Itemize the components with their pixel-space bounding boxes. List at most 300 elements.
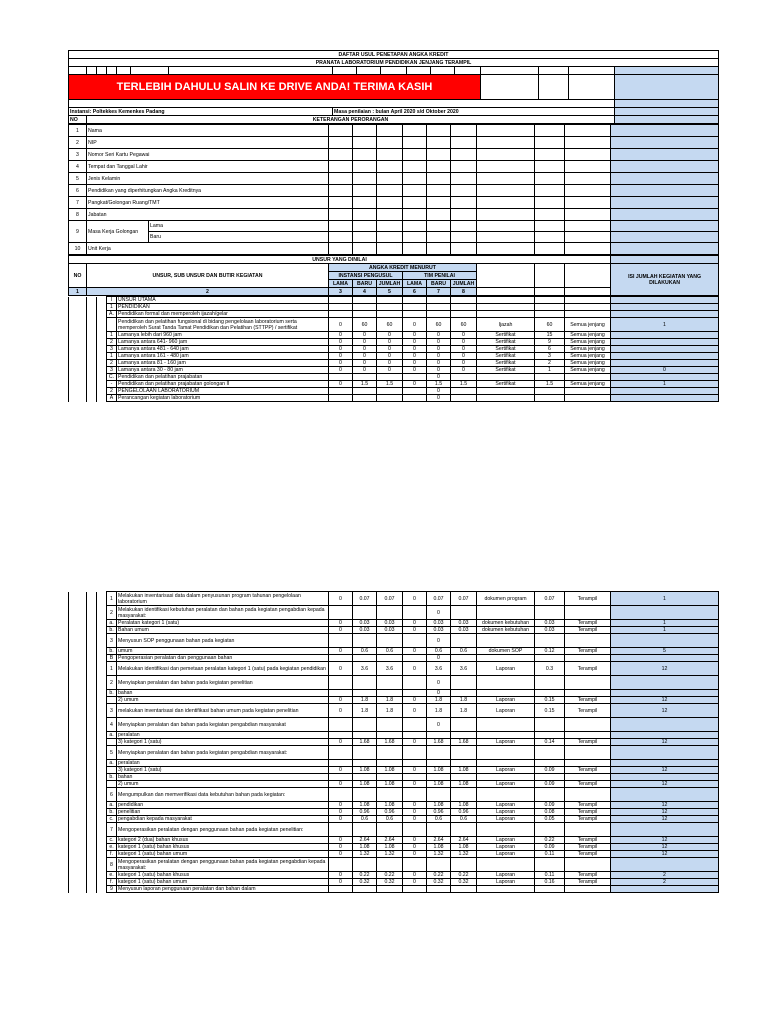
credit-value: 0 bbox=[427, 676, 451, 690]
jenjang bbox=[565, 388, 611, 395]
field-value bbox=[427, 197, 451, 209]
field-value bbox=[403, 221, 427, 232]
credit-value: 0.22 bbox=[451, 872, 477, 879]
credit-value: 0 bbox=[403, 353, 427, 360]
field-value bbox=[427, 137, 451, 149]
credit-value: 0.03 bbox=[377, 620, 403, 627]
item-text: kategori 1 (satu) bahan umum bbox=[117, 879, 329, 886]
col-jumlah-1: JUMLAH bbox=[377, 280, 403, 288]
isi-jumlah: 12 bbox=[611, 816, 719, 823]
unsur-row bbox=[69, 872, 719, 879]
credit-value: 0 bbox=[329, 697, 353, 704]
credit-value: 0 bbox=[403, 318, 427, 332]
credit-value: 3.6 bbox=[427, 662, 451, 676]
credit-value bbox=[451, 606, 477, 620]
field-value bbox=[565, 232, 611, 243]
bukti-fisik: Laporan bbox=[477, 844, 535, 851]
jenjang bbox=[565, 858, 611, 872]
isi-jumlah bbox=[611, 346, 719, 353]
unsur-row bbox=[69, 648, 719, 655]
credit-value: 0 bbox=[329, 872, 353, 879]
unsur-row bbox=[69, 823, 719, 837]
keterangan-row bbox=[69, 243, 719, 255]
credit-value: 0.6 bbox=[377, 816, 403, 823]
field-label: Jabatan bbox=[87, 209, 329, 221]
credit-value bbox=[403, 634, 427, 648]
credit-value bbox=[377, 858, 403, 872]
nilai-butir: 15 bbox=[535, 332, 565, 339]
field-value bbox=[353, 232, 377, 243]
credit-value bbox=[353, 395, 377, 402]
credit-value: 0 bbox=[403, 802, 427, 809]
isi-cell bbox=[611, 161, 719, 173]
credit-value: 1.5 bbox=[353, 381, 377, 388]
field-value bbox=[329, 243, 353, 255]
jenjang: Terampil bbox=[565, 662, 611, 676]
unsur-row bbox=[69, 690, 719, 697]
field-value bbox=[477, 243, 535, 255]
bukti-fisik bbox=[477, 395, 535, 402]
jenjang: Terampil bbox=[565, 627, 611, 634]
field-value bbox=[353, 173, 377, 185]
credit-value: 0 bbox=[451, 360, 477, 367]
credit-value bbox=[353, 297, 377, 304]
credit-value: 1.8 bbox=[353, 697, 377, 704]
unsur-row bbox=[69, 879, 719, 886]
credit-value bbox=[329, 823, 353, 837]
unsur-row bbox=[69, 704, 719, 718]
field-value bbox=[451, 209, 477, 221]
bukti-fisik bbox=[477, 746, 535, 760]
nilai-butir: 0.09 bbox=[535, 802, 565, 809]
bukti-fisik: Sertifikat bbox=[477, 339, 535, 346]
item-number: 2 bbox=[107, 388, 117, 395]
keterangan-row bbox=[69, 173, 719, 185]
item-text: PENDIDIKAN bbox=[117, 304, 329, 311]
item-number: a. bbox=[107, 802, 117, 809]
credit-value: 0 bbox=[377, 332, 403, 339]
field-label: Tempat dan Tanggal Lahir bbox=[87, 161, 329, 173]
credit-value bbox=[353, 388, 377, 395]
credit-value: 0 bbox=[451, 332, 477, 339]
row-number: 7 bbox=[69, 197, 87, 209]
field-value bbox=[565, 221, 611, 232]
bukti-fisik bbox=[477, 690, 535, 697]
keterangan-row bbox=[69, 137, 719, 149]
credit-value: 1.5 bbox=[377, 381, 403, 388]
row-number: 1 bbox=[69, 125, 87, 137]
credit-value bbox=[353, 858, 377, 872]
credit-value bbox=[377, 732, 403, 739]
isi-jumlah: 12 bbox=[611, 739, 719, 746]
row-number: 3 bbox=[69, 149, 87, 161]
credit-value: 0 bbox=[427, 388, 451, 395]
credit-value: 1.08 bbox=[451, 767, 477, 774]
item-text: pengabdian kepada masyarakat bbox=[117, 816, 329, 823]
isi-jumlah bbox=[611, 760, 719, 767]
jenjang: Semua jenjang bbox=[565, 332, 611, 339]
item-number: I bbox=[107, 297, 117, 304]
credit-value bbox=[403, 655, 427, 662]
isi-jumlah bbox=[611, 690, 719, 697]
item-number: b. bbox=[107, 774, 117, 781]
nilai-butir: 9 bbox=[535, 339, 565, 346]
unsur-row bbox=[69, 662, 719, 676]
credit-value bbox=[403, 774, 427, 781]
jenjang: Semua jenjang bbox=[565, 318, 611, 332]
credit-value bbox=[353, 606, 377, 620]
credit-value: 0 bbox=[329, 339, 353, 346]
isi-jumlah: 12 bbox=[611, 704, 719, 718]
credit-value: 0 bbox=[403, 346, 427, 353]
item-text: Menyusun laporan penggunaan peralatan dan bahan dalam bbox=[117, 886, 329, 893]
credit-value: 60 bbox=[427, 318, 451, 332]
bukti-fisik bbox=[477, 886, 535, 893]
credit-value: 0.32 bbox=[427, 879, 451, 886]
field-value bbox=[427, 232, 451, 243]
credit-value: 0.22 bbox=[353, 872, 377, 879]
item-number: 1 bbox=[107, 592, 117, 606]
credit-value: 0 bbox=[377, 353, 403, 360]
credit-value: 1.08 bbox=[427, 844, 451, 851]
credit-value: 0 bbox=[329, 704, 353, 718]
field-value bbox=[403, 185, 427, 197]
item-number: a. bbox=[107, 620, 117, 627]
credit-value: 1.08 bbox=[451, 844, 477, 851]
field-value bbox=[377, 243, 403, 255]
unsur-row bbox=[69, 388, 719, 395]
item-number: A bbox=[107, 395, 117, 402]
isi-jumlah: 1 bbox=[611, 318, 719, 332]
field-value bbox=[353, 243, 377, 255]
field-sublabel: Lama bbox=[149, 221, 329, 232]
nilai-butir: 1.5 bbox=[535, 381, 565, 388]
credit-value: 0 bbox=[329, 648, 353, 655]
credit-value: 1.08 bbox=[427, 781, 451, 788]
item-text: bahan bbox=[117, 774, 329, 781]
nilai-butir: 2 bbox=[535, 360, 565, 367]
isi-jumlah: 1 bbox=[611, 592, 719, 606]
field-value bbox=[403, 149, 427, 161]
bukti-fisik: dokumen program bbox=[477, 592, 535, 606]
credit-value: 0 bbox=[329, 781, 353, 788]
item-text: Bahan umum bbox=[117, 627, 329, 634]
col-num-4: 4 bbox=[353, 288, 377, 296]
item-text: Menyiapkan peralatan dan bahan pada kegiatan penelitian bbox=[117, 676, 329, 690]
bukti-fisik bbox=[477, 374, 535, 381]
credit-value bbox=[353, 732, 377, 739]
field-value bbox=[451, 243, 477, 255]
credit-value bbox=[403, 690, 427, 697]
credit-value bbox=[451, 732, 477, 739]
credit-value bbox=[451, 774, 477, 781]
nilai-butir bbox=[535, 388, 565, 395]
unsur-header-table bbox=[68, 255, 719, 296]
field-value bbox=[329, 197, 353, 209]
doc-subtitle: PRANATA LABORATORIUM PENDIDIKAN JENJANG TERAMPIL bbox=[69, 59, 719, 67]
credit-value bbox=[353, 746, 377, 760]
unsur-row bbox=[69, 676, 719, 690]
credit-value bbox=[451, 374, 477, 381]
credit-value: 60 bbox=[353, 318, 377, 332]
isi-jumlah bbox=[611, 360, 719, 367]
credit-value: 0 bbox=[403, 662, 427, 676]
isi-jumlah: 12 bbox=[611, 844, 719, 851]
bukti-fisik: Sertifikat bbox=[477, 381, 535, 388]
field-value bbox=[403, 161, 427, 173]
nilai-butir: 0.07 bbox=[535, 592, 565, 606]
field-value bbox=[427, 185, 451, 197]
bukti-fisik: Laporan bbox=[477, 662, 535, 676]
keterangan-row bbox=[69, 125, 719, 137]
field-value bbox=[451, 125, 477, 137]
field-value bbox=[451, 161, 477, 173]
item-text: Menyiapkan peralatan dan bahan pada kegiatan pengabdian masyarakat: bbox=[117, 746, 329, 760]
credit-value: 0 bbox=[427, 634, 451, 648]
item-number bbox=[107, 697, 117, 704]
col-jumlah-2: JUMLAH bbox=[451, 280, 477, 288]
credit-value bbox=[427, 304, 451, 311]
credit-value bbox=[329, 655, 353, 662]
credit-value bbox=[353, 788, 377, 802]
isi-jumlah bbox=[611, 732, 719, 739]
credit-value: 1.8 bbox=[427, 697, 451, 704]
credit-value bbox=[451, 388, 477, 395]
field-value bbox=[377, 125, 403, 137]
unsur-row bbox=[69, 837, 719, 844]
credit-value bbox=[353, 886, 377, 893]
credit-value: 1.08 bbox=[353, 802, 377, 809]
field-value bbox=[329, 137, 353, 149]
bukti-fisik bbox=[477, 634, 535, 648]
field-value bbox=[353, 221, 377, 232]
unsur-row bbox=[69, 395, 719, 402]
credit-value: 60 bbox=[451, 318, 477, 332]
isi-cell bbox=[611, 232, 719, 243]
nilai-butir: 0.3 bbox=[535, 662, 565, 676]
credit-value: 0 bbox=[377, 360, 403, 367]
credit-value: 0 bbox=[403, 592, 427, 606]
keterangan-row bbox=[69, 221, 719, 232]
isi-jumlah: 12 bbox=[611, 802, 719, 809]
credit-value: 0 bbox=[353, 346, 377, 353]
field-value bbox=[477, 161, 535, 173]
nilai-butir: 60 bbox=[535, 318, 565, 332]
isi-jumlah bbox=[611, 788, 719, 802]
isi-jumlah bbox=[611, 858, 719, 872]
field-value bbox=[427, 161, 451, 173]
field-label: Jenis Kelamin bbox=[87, 173, 329, 185]
isi-jumlah: 12 bbox=[611, 662, 719, 676]
credit-value bbox=[403, 732, 427, 739]
credit-value bbox=[377, 634, 403, 648]
credit-value: 1.32 bbox=[353, 851, 377, 858]
credit-value bbox=[451, 690, 477, 697]
credit-value: 0 bbox=[403, 332, 427, 339]
item-text: UNSUR UTAMA bbox=[117, 297, 329, 304]
jenjang bbox=[565, 374, 611, 381]
isi-jumlah: 12 bbox=[611, 781, 719, 788]
field-value bbox=[565, 173, 611, 185]
bukti-fisik bbox=[477, 311, 535, 318]
isi-jumlah bbox=[611, 297, 719, 304]
unsur-row bbox=[69, 297, 719, 304]
credit-value bbox=[353, 634, 377, 648]
item-number: 1 bbox=[107, 662, 117, 676]
credit-value: 0 bbox=[353, 360, 377, 367]
instansi-label: Instansi: Poltekkes Kemenkes Padang bbox=[69, 108, 333, 116]
jenjang: Terampil bbox=[565, 879, 611, 886]
credit-value bbox=[427, 823, 451, 837]
credit-value: 0 bbox=[353, 353, 377, 360]
item-text: Lamanya lebih dari 960 jam bbox=[117, 332, 329, 339]
jenjang bbox=[565, 304, 611, 311]
nilai-butir bbox=[535, 690, 565, 697]
row-number: 2 bbox=[69, 137, 87, 149]
isi-jumlah bbox=[611, 823, 719, 837]
unsur-row bbox=[69, 634, 719, 648]
credit-value bbox=[329, 886, 353, 893]
field-value bbox=[427, 243, 451, 255]
nilai-butir bbox=[535, 297, 565, 304]
field-label: Nomor Seri Kartu Pegawai bbox=[87, 149, 329, 161]
credit-value: 0 bbox=[451, 346, 477, 353]
jenjang: Terampil bbox=[565, 781, 611, 788]
credit-value: 0.03 bbox=[427, 620, 451, 627]
jenjang bbox=[565, 718, 611, 732]
jenjang bbox=[565, 311, 611, 318]
nilai-butir: 0.15 bbox=[535, 704, 565, 718]
item-text: Melakukan inventarisasi data dalam penyusunan program tahunan pengelolaan laboratorium bbox=[117, 592, 329, 606]
col-baru-2: BARU bbox=[427, 280, 451, 288]
jenjang: Terampil bbox=[565, 851, 611, 858]
col-num-1: 1 bbox=[69, 288, 87, 296]
credit-value: 0.6 bbox=[427, 648, 451, 655]
col-tim-penilai: TIM PENILAI bbox=[403, 272, 477, 280]
credit-value bbox=[451, 676, 477, 690]
credit-value bbox=[403, 760, 427, 767]
credit-value bbox=[377, 606, 403, 620]
credit-value: 0 bbox=[403, 837, 427, 844]
row-number: 8 bbox=[69, 209, 87, 221]
field-value bbox=[535, 173, 565, 185]
nilai-butir: 0.08 bbox=[535, 809, 565, 816]
field-value bbox=[477, 209, 535, 221]
jenjang: Semua jenjang bbox=[565, 381, 611, 388]
credit-value: 0 bbox=[403, 816, 427, 823]
jenjang: Terampil bbox=[565, 697, 611, 704]
keterangan-row bbox=[69, 232, 719, 243]
bukti-fisik: Laporan bbox=[477, 816, 535, 823]
field-value bbox=[427, 173, 451, 185]
credit-value: 0 bbox=[377, 346, 403, 353]
credit-value: 1.8 bbox=[353, 704, 377, 718]
credit-value: 0 bbox=[451, 353, 477, 360]
item-number: b. bbox=[107, 809, 117, 816]
isi-cell bbox=[611, 137, 719, 149]
unsur-row bbox=[69, 606, 719, 620]
unsur-row bbox=[69, 802, 719, 809]
isi-jumlah: 12 bbox=[611, 809, 719, 816]
row-number: 4 bbox=[69, 161, 87, 173]
credit-value bbox=[329, 311, 353, 318]
field-value bbox=[329, 209, 353, 221]
field-value bbox=[535, 185, 565, 197]
credit-value: 0 bbox=[403, 879, 427, 886]
credit-value: 0.96 bbox=[377, 809, 403, 816]
credit-value: 0.96 bbox=[427, 809, 451, 816]
credit-value: 3.6 bbox=[377, 662, 403, 676]
col-num-6: 6 bbox=[403, 288, 427, 296]
credit-value: 0 bbox=[329, 592, 353, 606]
field-value bbox=[377, 197, 403, 209]
field-value bbox=[451, 173, 477, 185]
credit-value: 1.08 bbox=[377, 844, 403, 851]
item-number: e. bbox=[107, 872, 117, 879]
credit-value: 0 bbox=[403, 648, 427, 655]
unsur-row bbox=[69, 851, 719, 858]
col-num-2: 2 bbox=[87, 288, 329, 296]
item-number: - bbox=[107, 381, 117, 388]
field-value bbox=[565, 125, 611, 137]
credit-value: 1.5 bbox=[427, 381, 451, 388]
field-value bbox=[535, 209, 565, 221]
bukti-fisik: Sertifikat bbox=[477, 360, 535, 367]
credit-value: 0.96 bbox=[451, 809, 477, 816]
jenjang: Semua jenjang bbox=[565, 353, 611, 360]
doc-title: DAFTAR USUL PENETAPAN ANGKA KREDIT bbox=[69, 51, 719, 59]
field-value bbox=[477, 232, 535, 243]
unsur-row bbox=[69, 774, 719, 781]
nilai-butir bbox=[535, 718, 565, 732]
item-text: 2) umum bbox=[117, 697, 329, 704]
item-text: Lamanya antara 481 - 640 jam bbox=[117, 346, 329, 353]
credit-value bbox=[329, 774, 353, 781]
credit-value bbox=[377, 655, 403, 662]
credit-value: 1.8 bbox=[377, 697, 403, 704]
field-value bbox=[427, 149, 451, 161]
item-number bbox=[107, 767, 117, 774]
nilai-butir bbox=[535, 395, 565, 402]
credit-value bbox=[377, 304, 403, 311]
isi-jumlah bbox=[611, 634, 719, 648]
nilai-butir bbox=[535, 760, 565, 767]
credit-value bbox=[353, 718, 377, 732]
isi-jumlah: 1 bbox=[611, 627, 719, 634]
unsur-row bbox=[69, 732, 719, 739]
field-value bbox=[451, 137, 477, 149]
credit-value: 1.68 bbox=[353, 739, 377, 746]
item-number bbox=[107, 318, 117, 332]
isi-jumlah bbox=[611, 339, 719, 346]
isi-jumlah bbox=[611, 388, 719, 395]
credit-value: 2.64 bbox=[427, 837, 451, 844]
credit-value bbox=[353, 823, 377, 837]
field-value bbox=[477, 197, 535, 209]
credit-value: 0 bbox=[329, 662, 353, 676]
item-text: Melakukan identifikasi kebutuhan peralatan dan bahan pada kegiatan pengabdian kepada masyarakat: bbox=[117, 606, 329, 620]
credit-value: 0 bbox=[403, 781, 427, 788]
field-value bbox=[377, 185, 403, 197]
credit-value: 1.8 bbox=[451, 697, 477, 704]
item-text: kategori 1 (satu) bahan umum bbox=[117, 851, 329, 858]
field-value bbox=[451, 185, 477, 197]
credit-value bbox=[427, 788, 451, 802]
credit-value bbox=[403, 304, 427, 311]
isi-jumlah bbox=[611, 655, 719, 662]
unsur-row bbox=[69, 718, 719, 732]
field-value bbox=[353, 137, 377, 149]
